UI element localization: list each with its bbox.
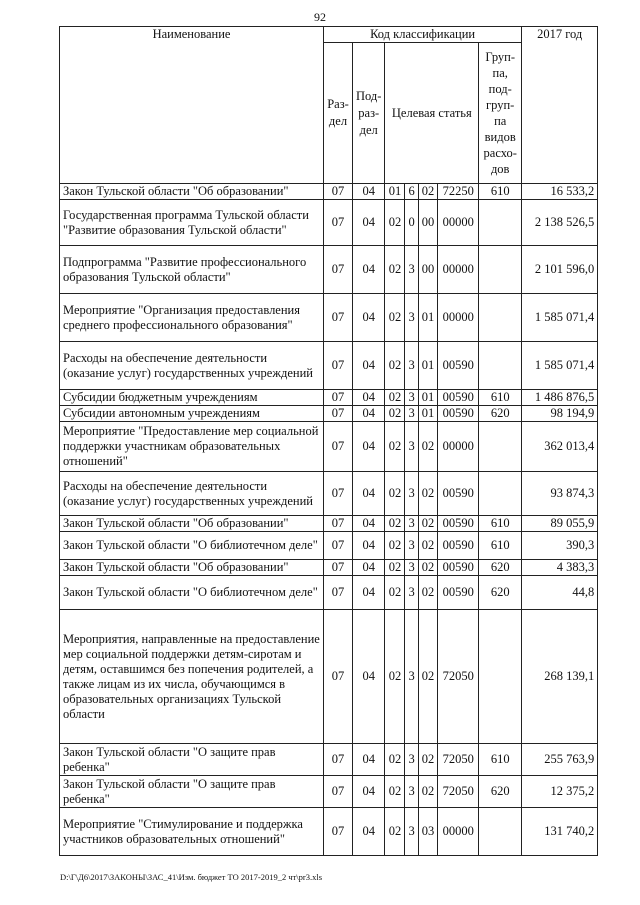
row-target-program: 02 (385, 406, 405, 422)
row-target-direction: 72050 (438, 610, 479, 744)
row-target-event: 02 (418, 576, 438, 610)
table-body (60, 184, 598, 856)
row-podrazdel: 04 (353, 472, 385, 516)
table-row (60, 744, 598, 776)
row-razdel: 07 (324, 184, 353, 200)
row-target-program: 02 (385, 516, 405, 532)
row-target-direction: 72250 (438, 184, 479, 200)
table-row (60, 472, 598, 516)
row-expense-group (479, 808, 522, 856)
row-name: Закон Тульской области "О защите прав ребенка" (60, 744, 324, 776)
header-target: Целевая статья (385, 43, 479, 184)
row-target-program: 02 (385, 776, 405, 808)
row-target-program: 02 (385, 422, 405, 472)
table-row (60, 610, 598, 744)
row-expense-group (479, 294, 522, 342)
header-group: Груп- па, под- груп- па видов расхо- дов (479, 43, 522, 184)
row-target-direction: 00000 (438, 246, 479, 294)
row-target-event: 02 (418, 744, 438, 776)
row-podrazdel: 04 (353, 560, 385, 576)
row-expense-group: 610 (479, 532, 522, 560)
row-expense-group (479, 422, 522, 472)
row-target-event: 02 (418, 472, 438, 516)
page-number: 92 (314, 10, 326, 24)
row-target-subprogram: 3 (405, 744, 418, 776)
row-target-subprogram: 3 (405, 390, 418, 406)
row-expense-group: 610 (479, 390, 522, 406)
row-name: Подпрограмма "Развитие профессионального образования Тульской области" (60, 246, 324, 294)
table-row (60, 422, 598, 472)
row-target-direction: 00590 (438, 406, 479, 422)
row-name: Мероприятие "Организация предоставления среднего профессионального образования" (60, 294, 324, 342)
table-row (60, 200, 598, 246)
row-expense-group (479, 610, 522, 744)
row-target-subprogram: 3 (405, 406, 418, 422)
row-target-program: 02 (385, 744, 405, 776)
row-razdel: 07 (324, 342, 353, 390)
row-target-direction: 00000 (438, 294, 479, 342)
row-target-subprogram: 3 (405, 776, 418, 808)
row-razdel: 07 (324, 406, 353, 422)
row-name: Расходы на обеспечение деятельности (оказание услуг) государственных учреждений (60, 472, 324, 516)
row-target-direction: 00590 (438, 390, 479, 406)
row-target-subprogram: 3 (405, 576, 418, 610)
row-target-subprogram: 3 (405, 516, 418, 532)
row-target-program: 02 (385, 200, 405, 246)
table-row (60, 246, 598, 294)
row-target-program: 02 (385, 560, 405, 576)
row-expense-group: 620 (479, 406, 522, 422)
row-target-program: 02 (385, 808, 405, 856)
row-target-program: 02 (385, 390, 405, 406)
row-amount: 44,8 (522, 576, 598, 610)
row-razdel: 07 (324, 610, 353, 744)
row-target-event: 00 (418, 200, 438, 246)
row-name: Субсидии автономным учреждениям (60, 406, 324, 422)
row-amount: 268 139,1 (522, 610, 598, 744)
row-target-event: 01 (418, 390, 438, 406)
row-target-event: 02 (418, 560, 438, 576)
row-podrazdel: 04 (353, 200, 385, 246)
row-target-subprogram: 3 (405, 610, 418, 744)
row-target-program: 02 (385, 294, 405, 342)
row-target-event: 03 (418, 808, 438, 856)
row-target-program: 02 (385, 610, 405, 744)
row-target-program: 02 (385, 472, 405, 516)
table-row (60, 390, 598, 406)
row-target-event: 02 (418, 610, 438, 744)
row-target-direction: 00000 (438, 808, 479, 856)
row-podrazdel: 04 (353, 576, 385, 610)
table-row (60, 532, 598, 560)
table-row (60, 342, 598, 390)
row-name: Государственная программа Тульской области "Развитие образования Тульской области" (60, 200, 324, 246)
row-name: Мероприятия, направленные на предоставление мер социальной поддержки детям-сиротам и детям, оставшимся без попечения родителей, а также лицам из их числа, обучающимся в образовательных организациях Тульской области (60, 610, 324, 744)
row-podrazdel: 04 (353, 342, 385, 390)
row-target-direction: 72050 (438, 744, 479, 776)
table-row (60, 516, 598, 532)
row-target-program: 02 (385, 342, 405, 390)
row-amount: 2 101 596,0 (522, 246, 598, 294)
table-row (60, 776, 598, 808)
table-row (60, 184, 598, 200)
row-razdel: 07 (324, 532, 353, 560)
row-target-direction: 00000 (438, 200, 479, 246)
row-target-event: 01 (418, 406, 438, 422)
row-target-direction: 00590 (438, 342, 479, 390)
row-name: Закон Тульской области "О библиотечном деле" (60, 576, 324, 610)
row-target-subprogram: 6 (405, 184, 418, 200)
row-target-subprogram: 3 (405, 808, 418, 856)
row-expense-group: 620 (479, 560, 522, 576)
header-code: Код классификации (324, 27, 522, 43)
row-podrazdel: 04 (353, 406, 385, 422)
row-podrazdel: 04 (353, 422, 385, 472)
row-podrazdel: 04 (353, 516, 385, 532)
budget-table (59, 26, 598, 856)
row-podrazdel: 04 (353, 184, 385, 200)
row-expense-group: 620 (479, 576, 522, 610)
row-name: Расходы на обеспечение деятельности (оказание услуг) государственных учреждений (60, 342, 324, 390)
row-podrazdel: 04 (353, 246, 385, 294)
row-podrazdel: 04 (353, 532, 385, 560)
row-razdel: 07 (324, 422, 353, 472)
row-target-direction: 00590 (438, 532, 479, 560)
row-target-direction: 00590 (438, 560, 479, 576)
row-name: Закон Тульской области "Об образовании" (60, 560, 324, 576)
row-name: Закон Тульской области "Об образовании" (60, 516, 324, 532)
header-podrazdel: Под- раз- дел (353, 43, 385, 184)
row-target-subprogram: 3 (405, 342, 418, 390)
row-podrazdel: 04 (353, 744, 385, 776)
row-podrazdel: 04 (353, 610, 385, 744)
row-target-direction: 72050 (438, 776, 479, 808)
row-expense-group: 620 (479, 776, 522, 808)
row-target-event: 02 (418, 776, 438, 808)
row-target-direction: 00000 (438, 422, 479, 472)
row-expense-group: 610 (479, 744, 522, 776)
row-amount: 1 585 071,4 (522, 294, 598, 342)
row-amount: 362 013,4 (522, 422, 598, 472)
row-name: Закон Тульской области "О защите прав ребенка" (60, 776, 324, 808)
row-expense-group (479, 342, 522, 390)
row-target-subprogram: 3 (405, 246, 418, 294)
row-razdel: 07 (324, 294, 353, 342)
row-amount: 255 763,9 (522, 744, 598, 776)
row-target-event: 01 (418, 342, 438, 390)
row-razdel: 07 (324, 776, 353, 808)
row-target-event: 02 (418, 184, 438, 200)
row-expense-group (479, 246, 522, 294)
row-name: Закон Тульской области "О библиотечном деле" (60, 532, 324, 560)
row-expense-group: 610 (479, 516, 522, 532)
row-razdel: 07 (324, 808, 353, 856)
row-target-subprogram: 3 (405, 532, 418, 560)
row-target-subprogram: 3 (405, 560, 418, 576)
row-expense-group (479, 472, 522, 516)
table-row (60, 294, 598, 342)
table-row (60, 808, 598, 856)
row-target-program: 01 (385, 184, 405, 200)
row-amount: 2 138 526,5 (522, 200, 598, 246)
table-row (60, 576, 598, 610)
header-razdel: Раз- дел (324, 43, 353, 184)
table-row (60, 406, 598, 422)
row-target-direction: 00590 (438, 576, 479, 610)
row-name: Закон Тульской области "Об образовании" (60, 184, 324, 200)
row-target-program: 02 (385, 246, 405, 294)
row-podrazdel: 04 (353, 294, 385, 342)
row-name: Мероприятие "Предоставление мер социальной поддержки участникам образовательных отношений" (60, 422, 324, 472)
file-path-footer: D:\Г\Д6\2017\ЗАКОНЫ\ЗАС_41\Изм. бюджет ТО 2017-2019_2 чт\pr3.xls (60, 872, 323, 882)
row-target-direction: 00590 (438, 516, 479, 532)
row-amount: 16 533,2 (522, 184, 598, 200)
row-target-event: 02 (418, 516, 438, 532)
row-target-program: 02 (385, 532, 405, 560)
row-razdel: 07 (324, 560, 353, 576)
row-razdel: 07 (324, 516, 353, 532)
row-amount: 98 194,9 (522, 406, 598, 422)
row-expense-group: 610 (479, 184, 522, 200)
row-target-subprogram: 3 (405, 294, 418, 342)
row-target-program: 02 (385, 576, 405, 610)
row-target-event: 02 (418, 532, 438, 560)
row-amount: 1 486 876,5 (522, 390, 598, 406)
row-amount: 93 874,3 (522, 472, 598, 516)
row-target-direction: 00590 (438, 472, 479, 516)
row-expense-group (479, 200, 522, 246)
row-razdel: 07 (324, 390, 353, 406)
row-amount: 4 383,3 (522, 560, 598, 576)
row-razdel: 07 (324, 744, 353, 776)
table-row (60, 560, 598, 576)
row-amount: 390,3 (522, 532, 598, 560)
row-target-subprogram: 3 (405, 472, 418, 516)
row-name: Мероприятие "Стимулирование и поддержка участников образовательных отношений" (60, 808, 324, 856)
row-name: Субсидии бюджетным учреждениям (60, 390, 324, 406)
row-podrazdel: 04 (353, 776, 385, 808)
row-target-event: 00 (418, 246, 438, 294)
row-razdel: 07 (324, 200, 353, 246)
row-amount: 12 375,2 (522, 776, 598, 808)
row-podrazdel: 04 (353, 390, 385, 406)
row-amount: 1 585 071,4 (522, 342, 598, 390)
row-podrazdel: 04 (353, 808, 385, 856)
row-target-subprogram: 3 (405, 422, 418, 472)
row-target-event: 01 (418, 294, 438, 342)
row-razdel: 07 (324, 246, 353, 294)
row-razdel: 07 (324, 472, 353, 516)
row-amount: 89 055,9 (522, 516, 598, 532)
row-razdel: 07 (324, 576, 353, 610)
row-target-subprogram: 0 (405, 200, 418, 246)
header-name: Наименование (60, 27, 324, 184)
header-year: 2017 год (522, 27, 598, 184)
row-amount: 131 740,2 (522, 808, 598, 856)
row-target-event: 02 (418, 422, 438, 472)
